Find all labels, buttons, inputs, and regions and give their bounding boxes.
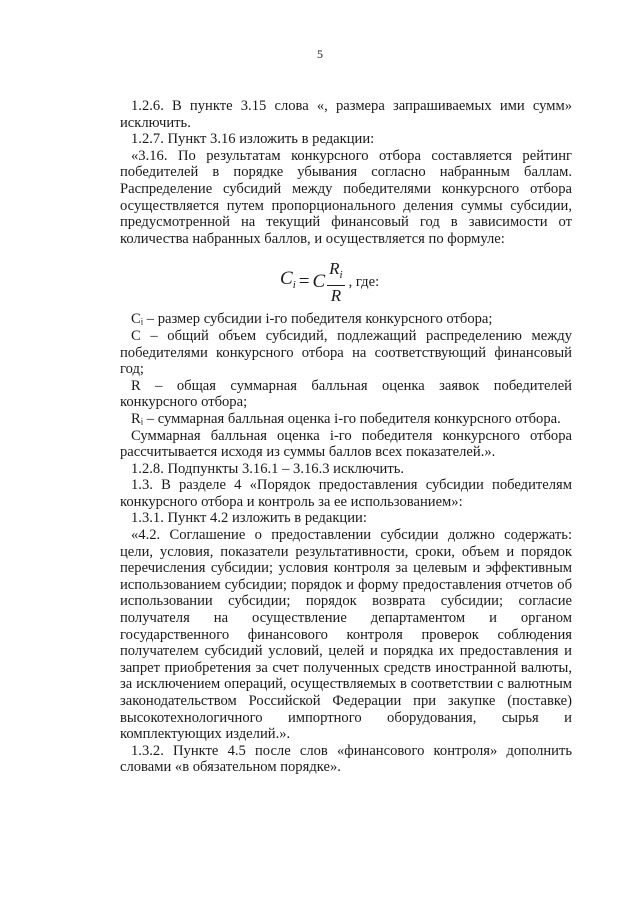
formula-fraction xyxy=(327,259,344,305)
formula-lhs: $C_i$ xyxy=(280,268,296,292)
subsidy-formula xyxy=(120,247,572,311)
formula-denominator: R xyxy=(330,286,342,306)
formula-coef: C xyxy=(312,271,326,293)
formula-numerator: $R_i$ xyxy=(327,259,344,286)
paragraph-4-2: «4.2. Соглашение о предоставлении субсидии должно содержать: цели, условия, показатели результативности, сроки, объем и порядок перечисления субсидии; условия контроля за целевым и эффективным использованием субсидии; порядок и форму предоставления отчетов об использовании субсидии; порядок возврата субсидии; согласие получателя на осуществление департаментом и органом государственного финансового контроля проверок соблюдения получателем субсидий условий, целей и порядка их предоставления и запрет приобретения за счет полученных средств иностранной валюты, за исключением операций, осуществляемых в соответствии с валютным законодательством Российской Федерации при закупке (поставке) высокотехнологичного импортного оборудования, сырья и комплектующих изделий.». xyxy=(120,527,572,743)
definition-ri: Rᵢ – суммарная балльная оценка i-го победителя конкурсного отбора. xyxy=(131,410,561,427)
definition-ci: Cᵢ – размер субсидии i-го победителя конкурсного отбора; xyxy=(131,311,493,328)
paragraph-1-3-1: 1.3.1. Пункт 4.2 изложить в редакции: xyxy=(131,510,367,527)
paragraph-3-16: «3.16. По результатам конкурсного отбора составляется рейтинг победителей в порядке убывания согласно набранным баллам. Распределение субсидий между победителями конкурсного отбора осуществляется путем пропорционального деления суммы субсидии, предусмотренной на текущий финансовый год в зависимости от количества набранных баллов, и осуществляется по формуле: xyxy=(120,147,572,247)
paragraph-1-2-7: 1.2.7. Пункт 3.16 изложить в редакции: xyxy=(131,131,375,148)
formula-where-label: , где: xyxy=(348,274,380,291)
page-number: 5 xyxy=(317,47,323,61)
paragraph-1-3: 1.3. В разделе 4 «Порядок предоставления субсидии победителям конкурсного отбора и контроль за ее использованием»: xyxy=(120,477,572,510)
paragraph-1-2-6: 1.2.6. В пункте 3.15 слова «, размера запрашиваемых ими сумм» исключить. xyxy=(120,98,572,131)
document-body xyxy=(120,98,572,776)
formula-equals: = xyxy=(298,271,310,293)
paragraph-sum-score: Суммарная балльная оценка i-го победителя конкурсного отбора рассчитывается исходя из суммы баллов всех показателей.». xyxy=(120,427,572,461)
definition-r: R – общая суммарная балльная оценка заявок победителей конкурсного отбора; xyxy=(120,377,572,411)
paragraph-1-3-2: 1.3.2. Пункте 4.5 после слов «финансового контроля» дополнить словами «в обязательном порядке». xyxy=(120,742,572,776)
paragraph-1-2-8: 1.2.8. Подпункты 3.16.1 – 3.16.3 исключить. xyxy=(131,460,405,477)
definition-c: С – общий объем субсидий, подлежащий распределению между победителями конкурсного отбора на соответствующий финансовый год; xyxy=(120,327,572,378)
